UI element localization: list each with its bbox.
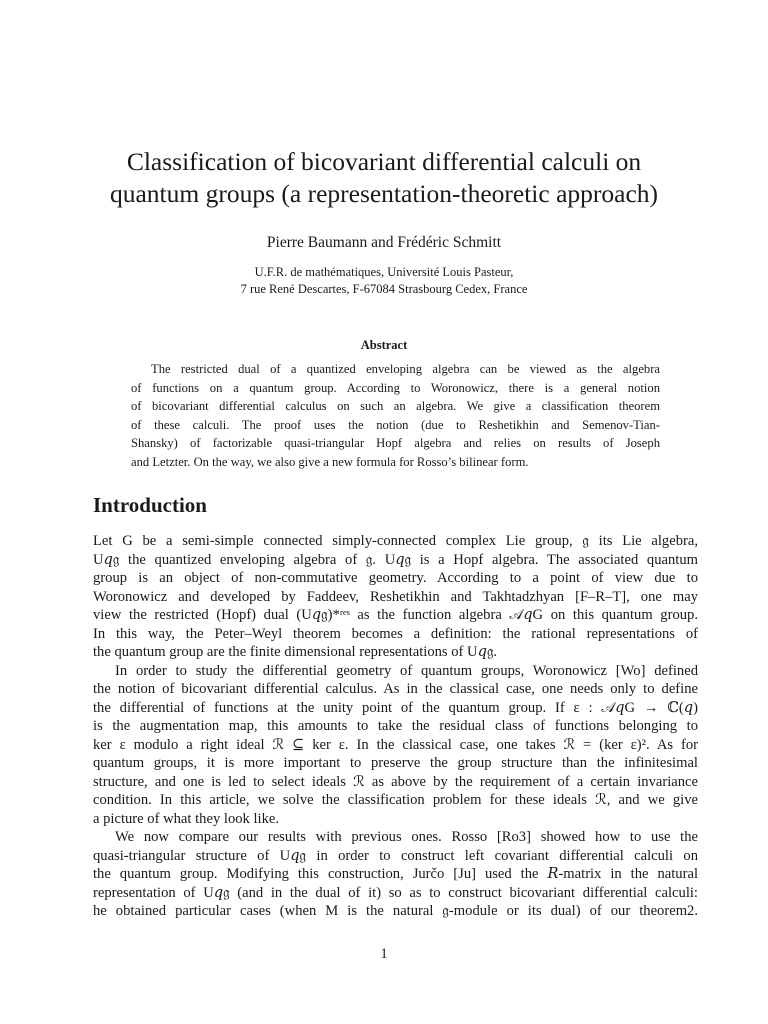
body-line: the quantum group are the finite dimensional representations of U𝑞𝔤.	[93, 644, 498, 660]
body-line: In order to study the differential geometry of quantum groups, Woronowicz [Wo] defined	[115, 662, 698, 679]
body-line: representation of U𝑞𝔤 (and in the dual of it) so as to construct bicovariant differential calculi:	[93, 884, 698, 901]
body-line: group is an object of non-commutative geometry. According to a point of view due to	[93, 570, 698, 586]
body-line: structure, and one is led to select ideals ℛ as above by the requirement of a certain invariance	[93, 773, 698, 790]
body-line: view the restricted (Hopf) dual (U𝑞𝔤)*ʳᵉˢ as the function algebra 𝒜𝑞G on this quantum group.	[93, 607, 698, 623]
paper-title-line-2: quantum groups (a representation-theoretic approach)	[109, 179, 659, 208]
body-line: condition. In this article, we solve the classification problem for these ideals ℛ, and we give	[93, 792, 698, 808]
body-line: a picture of what they look like.	[93, 810, 280, 827]
body-line: Woronowicz and developed by Faddeev, Reshetikhin and Takhtadzhyan [F–R–T], one may	[93, 588, 698, 605]
body-line: We now compare our results with previous ones. Rosso [Ro3] showed how to use the	[115, 829, 698, 845]
introduction-body	[93, 532, 698, 921]
abstract-body	[131, 360, 660, 471]
abstract-line: and Letzter. On the way, we also give a new formula for Rosso’s bilinear form.	[131, 454, 529, 469]
abstract-line: The restricted dual of a quantized enveloping algebra can be viewed as the algebra	[151, 362, 660, 376]
body-line: quantum groups, it is more important to preserve the group structure than the infinitesimal	[93, 755, 698, 771]
body-line: the notion of bicovariant differential calculus. As in the classical case, one needs only to define	[93, 681, 698, 697]
abstract-line: of bicovariant differential calculus on such an algebra. We give a classification theorem	[131, 399, 660, 413]
abstract-heading: Abstract	[360, 338, 408, 352]
section-heading-introduction: Introduction	[93, 493, 207, 517]
affiliation	[60, 264, 708, 297]
body-line: U𝑞𝔤 the quantized enveloping algebra of 𝔤. U𝑞𝔤 is a Hopf algebra. The associated quantum	[93, 551, 698, 568]
author-list: Pierre Baumann and Frédéric Schmitt	[266, 234, 502, 251]
paper-title-line-1: Classification of bicovariant differential calculi on	[126, 147, 642, 176]
body-line: the quantum group. Modifying this construction, Jurčo [Ju] used the 𝑅-matrix in the natural	[93, 866, 698, 882]
body-line: ker ε modulo a right ideal ℛ ⊆ ker ε. In the classical case, one takes ℛ = (ker ε)². As for	[93, 736, 698, 753]
body-line: quasi-triangular structure of U𝑞𝔤 in order to construct left covariant differential calculi on	[93, 847, 698, 864]
body-line: the differential of functions at the unity point of the quantum group. If ε : 𝒜𝑞G → ℂ(𝑞)	[93, 699, 698, 716]
body-line: Let G be a semi-simple connected simply-connected complex Lie group, 𝔤 its Lie algebra,	[93, 533, 698, 549]
affiliation-line-2: 7 rue René Descartes, F-67084 Strasbourg Cedex, France	[240, 281, 528, 296]
abstract-line: of functions on a quantum group. According to Woronowicz, there is a general notion	[131, 380, 660, 395]
abstract-line: of these calculi. The proof uses the notion (due to Reshetikhin and Semenov-Tian-	[131, 417, 660, 432]
body-line: he obtained particular cases (when M is the natural 𝔤-module or its dual) of our theorem2.	[93, 903, 698, 919]
page-number: 1	[380, 946, 388, 962]
body-line: is the augmentation map, this amounts to take the residual class of functions belonging to	[93, 718, 698, 734]
affiliation-line-1: U.F.R. de mathématiques, Université Louis Pasteur,	[254, 265, 514, 279]
paper-title	[60, 146, 708, 210]
abstract-line: Shansky) of factorizable quasi-triangular Hopf algebra and relies on results of Joseph	[131, 436, 660, 450]
body-line: In this way, the Peter–Weyl theorem becomes a definition: the rational representations of	[93, 625, 698, 642]
